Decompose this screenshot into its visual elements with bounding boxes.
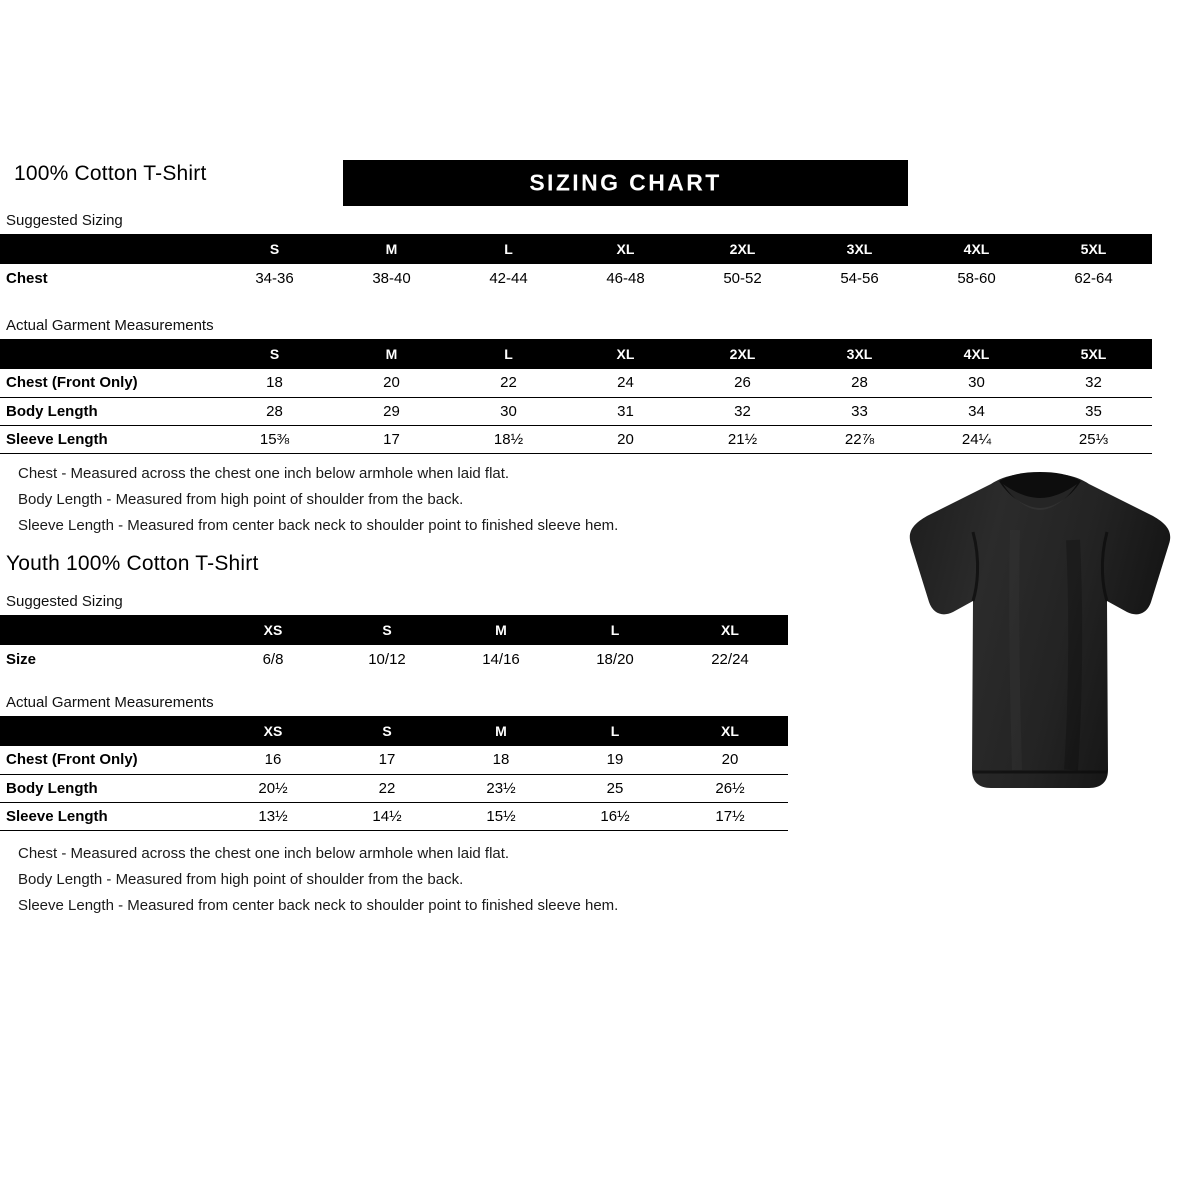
table-header-row — [0, 615, 788, 645]
adult-actual-table — [0, 339, 1152, 454]
cell: 20 — [672, 746, 788, 774]
cell: 6/8 — [262, 650, 284, 668]
youth-actual-table — [0, 716, 788, 831]
youth-suggested-table — [0, 615, 788, 673]
cell: 34-36 — [255, 269, 294, 287]
youth-note-sleeve-length: Sleeve Length - Measured from center back neck to shoulder point to finished sleeve hem. — [18, 897, 619, 914]
cell: 22⅞ — [801, 425, 918, 453]
column-header: S — [330, 716, 444, 746]
table-row — [0, 425, 1152, 453]
cell: 17 — [330, 746, 444, 774]
column-header: 5XL — [1035, 234, 1152, 264]
cell: 18½ — [450, 425, 567, 453]
column-header: M — [333, 234, 450, 264]
adult-note-sleeve-length: Sleeve Length - Measured from center back neck to shoulder point to finished sleeve hem. — [18, 517, 619, 534]
tshirt-illustration — [895, 470, 1185, 810]
cell: 14/16 — [482, 650, 520, 668]
column-header: XL — [567, 339, 684, 369]
table-row — [0, 774, 788, 802]
cell: 28 — [801, 369, 918, 397]
column-header: XL — [672, 615, 788, 645]
column-header: XS — [216, 615, 330, 645]
youth-note-body-length: Body Length - Measured from high point of shoulder from the back. — [18, 871, 464, 888]
cell: 13½ — [216, 802, 330, 830]
cell: 14½ — [330, 802, 444, 830]
cell: 34 — [918, 397, 1035, 425]
table-row — [0, 645, 788, 673]
adult-notes — [18, 461, 618, 539]
cell: 32 — [684, 397, 801, 425]
column-header-blank — [0, 234, 216, 264]
table-header-row — [0, 716, 788, 746]
column-header: S — [216, 234, 333, 264]
adult-section-title: 100% Cotton T-Shirt — [14, 162, 207, 185]
cell: 31 — [567, 397, 684, 425]
column-header: L — [558, 615, 672, 645]
column-header: S — [330, 615, 444, 645]
row-label: Sleeve Length — [0, 425, 216, 453]
cell: 16½ — [558, 802, 672, 830]
column-header: 4XL — [918, 339, 1035, 369]
adult-note-body-length: Body Length - Measured from high point of shoulder from the back. — [18, 491, 464, 508]
column-header: XL — [567, 234, 684, 264]
cell: 20½ — [216, 774, 330, 802]
cell: 54-56 — [840, 269, 879, 287]
cell: 20 — [333, 369, 450, 397]
column-header-blank — [0, 716, 216, 746]
youth-note-chest: Chest - Measured across the chest one inch below armhole when laid flat. — [18, 845, 510, 862]
cell: 38-40 — [372, 269, 411, 287]
cell: 23½ — [444, 774, 558, 802]
cell: 18/20 — [596, 650, 634, 668]
cell: 22/24 — [711, 650, 749, 668]
table-row — [0, 369, 1152, 397]
cell: 25⅓ — [1035, 425, 1152, 453]
cell: 10/12 — [368, 650, 406, 668]
column-header: 3XL — [801, 234, 918, 264]
column-header: 2XL — [684, 339, 801, 369]
header — [8, 162, 898, 204]
cell: 58-60 — [957, 269, 996, 287]
column-header-blank — [0, 339, 216, 369]
cell: 22 — [330, 774, 444, 802]
cell: 16 — [216, 746, 330, 774]
youth-actual-label: Actual Garment Measurements — [6, 694, 214, 711]
cell: 62-64 — [1074, 269, 1113, 287]
adult-actual-label: Actual Garment Measurements — [6, 317, 214, 334]
cell: 32 — [1035, 369, 1152, 397]
table-header-row — [0, 234, 1152, 264]
cell: 20 — [567, 425, 684, 453]
column-header: 3XL — [801, 339, 918, 369]
cell: 18 — [444, 746, 558, 774]
cell: 17 — [333, 425, 450, 453]
adult-suggested-table — [0, 234, 1152, 292]
cell: 28 — [216, 397, 333, 425]
table-row — [0, 746, 788, 774]
cell: 24¼ — [918, 425, 1035, 453]
table-row — [0, 264, 1152, 292]
column-header: XL — [672, 716, 788, 746]
cell: 29 — [333, 397, 450, 425]
row-label: Sleeve Length — [0, 802, 216, 830]
column-header: M — [333, 339, 450, 369]
youth-notes — [18, 841, 618, 919]
column-header: L — [450, 234, 567, 264]
row-label: Chest (Front Only) — [0, 369, 216, 397]
column-header: 5XL — [1035, 339, 1152, 369]
sizing-chart-banner — [343, 160, 908, 206]
cell: 19 — [558, 746, 672, 774]
table-row — [0, 397, 1152, 425]
table-row — [0, 802, 788, 830]
row-label: Chest (Front Only) — [0, 746, 216, 774]
row-label: Chest — [6, 269, 48, 287]
column-header: 4XL — [918, 234, 1035, 264]
cell: 18 — [216, 369, 333, 397]
adult-note-chest: Chest - Measured across the chest one inch below armhole when laid flat. — [18, 465, 510, 482]
table-header-row — [0, 339, 1152, 369]
cell: 15⅜ — [216, 425, 333, 453]
column-header: M — [444, 716, 558, 746]
cell: 35 — [1035, 397, 1152, 425]
cell: 50-52 — [723, 269, 762, 287]
column-header: XS — [216, 716, 330, 746]
cell: 15½ — [444, 802, 558, 830]
cell: 26 — [684, 369, 801, 397]
cell: 22 — [450, 369, 567, 397]
youth-section-title: Youth 100% Cotton T-Shirt — [6, 552, 259, 575]
cell: 30 — [918, 369, 1035, 397]
youth-suggested-label: Suggested Sizing — [6, 593, 123, 610]
cell: 25 — [558, 774, 672, 802]
cell: 30 — [450, 397, 567, 425]
adult-suggested-label: Suggested Sizing — [6, 212, 123, 229]
column-header: S — [216, 339, 333, 369]
column-header: M — [444, 615, 558, 645]
column-header-blank — [0, 615, 216, 645]
row-label: Body Length — [0, 397, 216, 425]
cell: 21½ — [684, 425, 801, 453]
row-label: Size — [6, 650, 37, 668]
cell: 24 — [567, 369, 684, 397]
cell: 42-44 — [489, 269, 528, 287]
row-label: Body Length — [0, 774, 216, 802]
cell: 26½ — [672, 774, 788, 802]
cell: 17½ — [672, 802, 788, 830]
column-header: L — [450, 339, 567, 369]
column-header: L — [558, 716, 672, 746]
cell: 33 — [801, 397, 918, 425]
column-header: 2XL — [684, 234, 801, 264]
cell: 46-48 — [606, 269, 645, 287]
sizing-chart-banner-label: SIZING CHART — [529, 169, 722, 196]
